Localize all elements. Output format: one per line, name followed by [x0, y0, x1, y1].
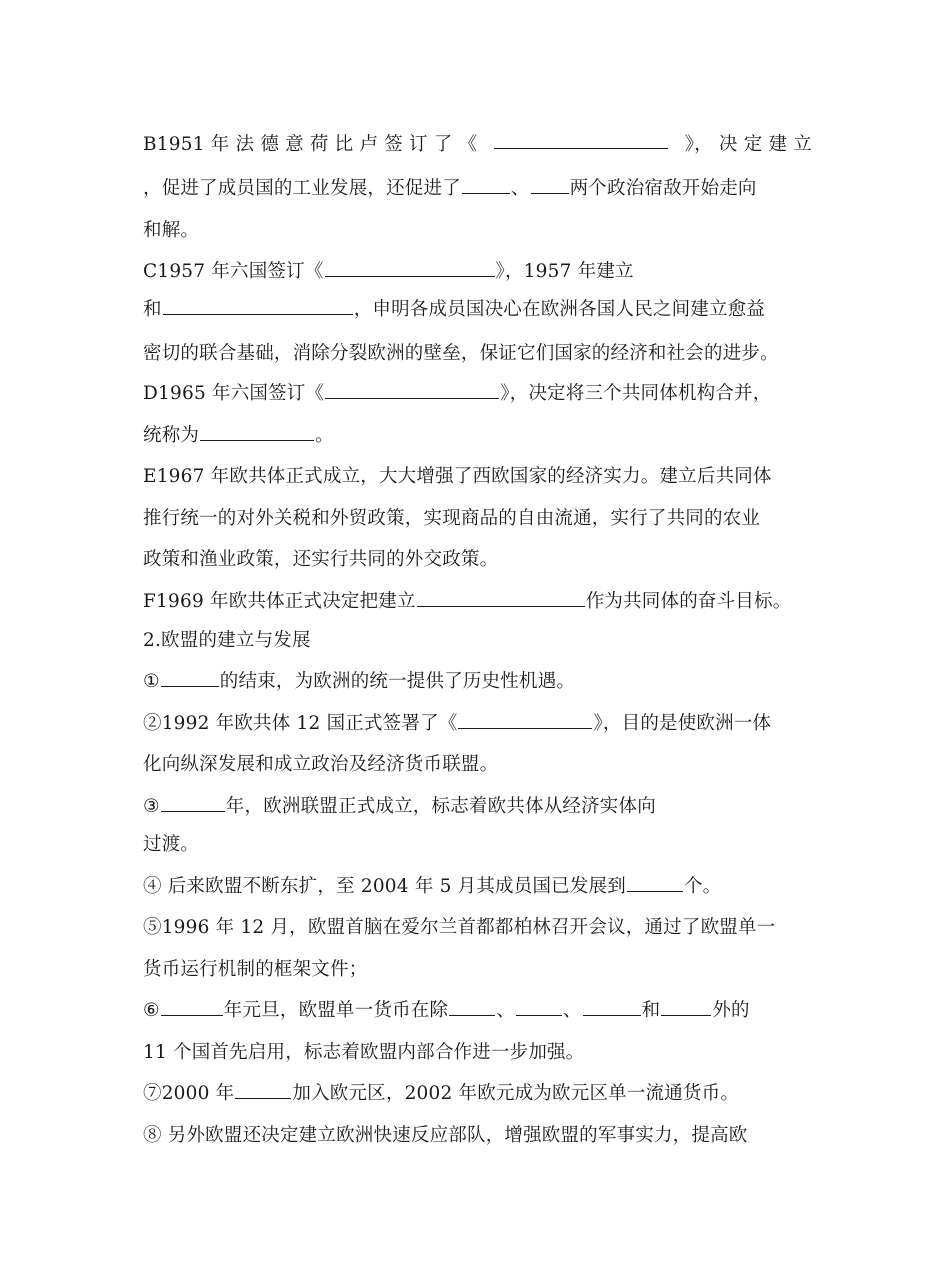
- text-segment: 》， 决 定 建 立: [684, 134, 812, 155]
- text-line: [143, 872, 812, 902]
- text-segment: E1967 年欧共体正式成立，大大增强了西欧国家的经济实力。建立后共同体: [143, 466, 772, 487]
- text-segment: 和解。: [143, 220, 200, 241]
- text-segment: 11 个国首先启用，标志着欧盟内部合作进一步加强。: [143, 1042, 585, 1063]
- text-line: [143, 339, 812, 369]
- text-line: [143, 955, 812, 985]
- text-segment: F1969 年欧共体正式决定把建立: [143, 591, 416, 612]
- text-segment: 》，决定将三个共同体机构合并，: [500, 383, 772, 404]
- text-line: [143, 667, 812, 697]
- text-segment: ③: [143, 796, 160, 817]
- text-line: [143, 545, 812, 575]
- text-segment: B1951 年 法 德 意 荷 比 卢 签 订 了 《: [143, 134, 478, 155]
- text-line: [143, 462, 812, 492]
- text-segment: 、: [562, 1000, 582, 1021]
- fill-blank: [516, 997, 562, 1016]
- fill-blank: [325, 380, 499, 399]
- text-segment: D1965 年六国签订《: [143, 383, 325, 404]
- text-segment: 、: [496, 1000, 515, 1021]
- fill-blank: [163, 296, 353, 315]
- text-line: [143, 587, 812, 617]
- text-segment: 推行统一的对外关税和外贸政策，实现商品的自由流通，实行了共同的农业: [143, 508, 761, 529]
- fill-blank: [235, 1080, 291, 1099]
- text-segment: 个。: [683, 876, 722, 897]
- text-segment: 、: [510, 178, 530, 199]
- fill-blank: [449, 997, 495, 1016]
- text-segment: 2.欧盟的建立与发展: [143, 630, 311, 651]
- fill-blank: [661, 997, 711, 1016]
- fill-blank: [627, 873, 683, 892]
- fill-blank: [583, 997, 641, 1016]
- fill-blank: [200, 422, 314, 441]
- fill-blank: [462, 175, 510, 194]
- text-segment: 年，欧洲联盟正式成立，标志着欧共体从经济实体向: [225, 796, 656, 817]
- fill-blank: [417, 588, 585, 607]
- text-segment: 两个政治宿敌开始走向: [569, 178, 757, 199]
- text-segment: 密切的联合基础，消除分裂欧洲的壁垒，保证它们国家的经济和社会的进步。: [143, 343, 779, 364]
- text-segment: ⑥: [143, 1000, 160, 1021]
- text-line: [143, 421, 812, 451]
- text-line: [143, 792, 812, 822]
- text-segment: ⑧ 另外欧盟还决定建立欧洲快速反应部队，增强欧盟的军事实力，提高欧: [143, 1125, 748, 1146]
- text-segment: 年元旦，欧盟单一货币在除: [223, 1000, 449, 1021]
- text-segment: ④ 后来欧盟不断东扩，至 2004 年 5 月其成员国已发展到: [143, 876, 626, 897]
- text-segment: 和: [143, 299, 162, 320]
- text-line: [143, 130, 812, 160]
- text-line: [143, 216, 812, 246]
- fill-blank: [531, 175, 569, 194]
- text-segment: 外的: [712, 1000, 750, 1021]
- text-line: [143, 257, 812, 287]
- text-segment: 过渡。: [143, 834, 200, 855]
- text-line: [143, 1038, 812, 1068]
- text-line: [143, 295, 812, 325]
- text-line: [143, 709, 812, 739]
- text-segment: ⑦2000 年: [143, 1083, 235, 1104]
- fill-blank: [325, 258, 495, 277]
- section-heading: [143, 626, 812, 656]
- fill-blank: [458, 710, 592, 729]
- text-segment: 的结束，为欧洲的统一提供了历史性机遇。: [219, 671, 576, 692]
- text-line: [143, 504, 812, 534]
- text-segment: 》，目的是使欧洲一体: [593, 713, 772, 734]
- fill-blank: [161, 793, 225, 812]
- text-segment: 作为共同体的奋斗目标。: [585, 591, 792, 612]
- text-segment: ，促进了成员国的工业发展，还促进了: [143, 178, 461, 199]
- text-line: [143, 379, 812, 409]
- fill-blank: [161, 668, 219, 687]
- text-segment: 政策和渔业政策，还实行共同的外交政策。: [143, 549, 499, 570]
- text-line: [143, 174, 812, 204]
- text-segment: ，申明各成员国决心在欧洲各国人民之间建立愈益: [353, 299, 766, 320]
- text-line: [143, 1121, 812, 1151]
- text-line: [143, 996, 812, 1026]
- text-segment: C1957 年六国签订《: [143, 261, 324, 282]
- text-segment: 货币运行机制的框架文件；: [143, 959, 368, 980]
- text-line: [143, 913, 812, 943]
- text-line: [143, 750, 812, 780]
- text-segment: 和: [641, 1000, 661, 1021]
- text-segment: 化向纵深发展和成立政治及经济货币联盟。: [143, 754, 499, 775]
- text-segment: ①: [143, 671, 160, 692]
- text-segment: 统称为: [143, 425, 200, 446]
- text-segment: ⑤1996 年 12 月，欧盟首脑在爱尔兰首都都柏林召开会议，通过了欧盟单一: [143, 917, 776, 938]
- text-line: [143, 1079, 812, 1109]
- text-segment: 加入欧元区，2002 年欧元成为欧元区单一流通货币。: [292, 1083, 740, 1104]
- text-line: [143, 830, 812, 860]
- text-segment: 》，1957 年建立: [495, 261, 634, 282]
- fill-blank: [494, 130, 668, 149]
- text-segment: ②1992 年欧共体 12 国正式签署了《: [143, 713, 458, 734]
- fill-blank: [161, 997, 223, 1016]
- text-segment: 。: [315, 425, 334, 446]
